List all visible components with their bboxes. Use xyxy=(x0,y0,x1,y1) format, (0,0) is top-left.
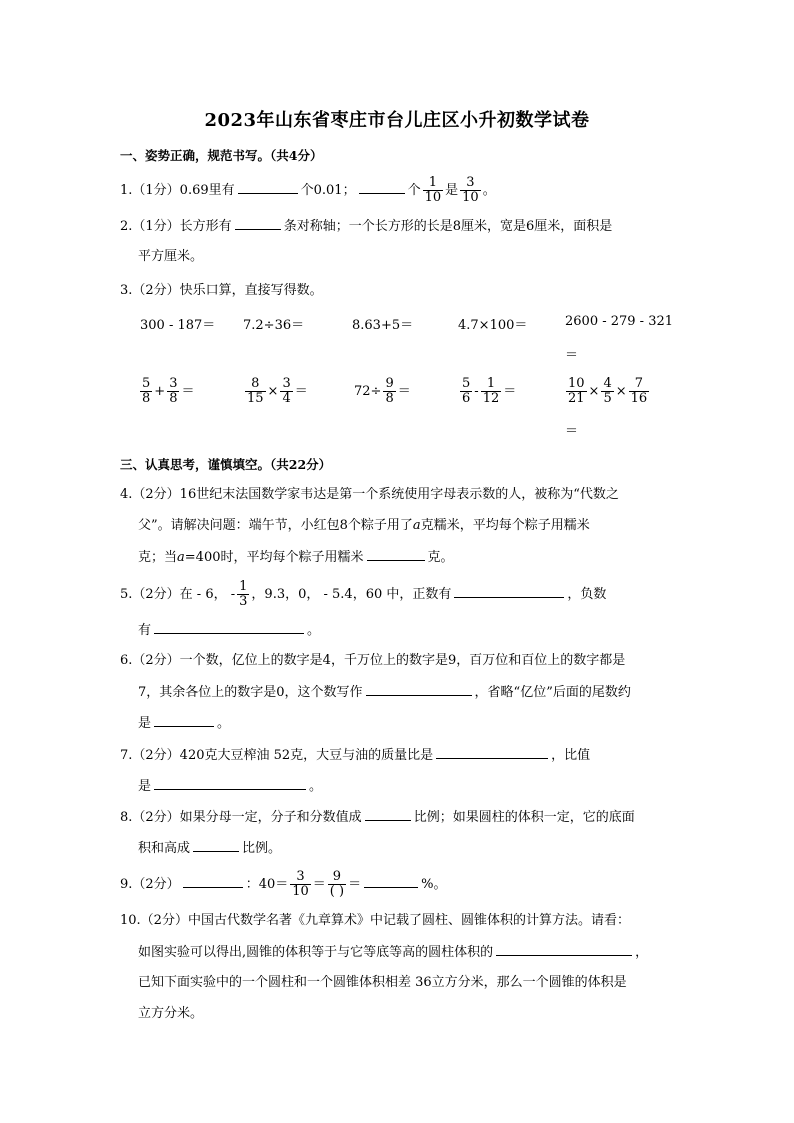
fraction: $\frac{3}{10}$ xyxy=(462,175,479,205)
answer-blank[interactable] xyxy=(154,776,306,790)
answer-blank[interactable] xyxy=(154,620,304,634)
calc-item: $\frac{10}{21}$ × $\frac{4}{5}$ × $\frac{7}{16}$ xyxy=(568,376,648,406)
question-8: 8.（2分）如果分母一定，分子和分数值成 比例；如果圆柱的体积一定，它的底面 xyxy=(120,807,635,828)
question-4-line3: 克；当a=400时，平均每个粽子用糯米 克。 xyxy=(138,547,454,568)
question-10-line3: 已知下面实验中的一个圆柱和一个圆锥体积相差 36立方分米，那么一个圆锥的体积是 xyxy=(138,975,627,990)
calc-item: 2600 - 279 - 321 xyxy=(565,314,674,329)
page-title: 2023年山东省枣庄市台儿庄区小升初数学试卷 xyxy=(204,110,590,131)
calc-item: 8.63+5＝ xyxy=(352,318,414,333)
question-6: 6.（2分）一个数，亿位上的数字是4，千万位上的数字是9，百万位和百位上的数字都是 xyxy=(120,653,626,668)
answer-blank[interactable] xyxy=(183,874,243,888)
q1-text: 是 xyxy=(445,183,459,198)
fraction: $\frac{1}{3}$ xyxy=(239,579,248,609)
answer-blank[interactable] xyxy=(154,713,214,727)
answer-blank[interactable] xyxy=(359,180,405,194)
calc-item: $\frac{5}{8}$ + $\frac{3}{8}$ ＝ xyxy=(142,376,195,406)
question-7: 7.（2分）420克大豆榨油 52克，大豆与油的质量比是 ，比值 xyxy=(120,745,590,766)
q2-text: 条对称轴；一个长方形的长是8厘米，宽是6厘米，面积是 xyxy=(283,219,613,234)
question-6-line2: 7，其余各位上的数字是0，这个数写作 ，省略“亿位”后面的尾数约 xyxy=(138,682,631,703)
answer-blank[interactable] xyxy=(367,547,425,561)
calc-item: 4.7×100＝ xyxy=(458,318,528,333)
question-8-line2: 积和高成 比例。 xyxy=(138,838,281,859)
answer-blank[interactable] xyxy=(193,838,239,852)
question-6-line3: 是 。 xyxy=(138,713,230,734)
answer-blank[interactable] xyxy=(238,180,298,194)
question-10-line4: 立方分米。 xyxy=(138,1006,204,1021)
calc-equals: ＝ xyxy=(565,424,579,439)
question-9: 9.（2分） ：40＝ $\frac{3}{10}$ ＝ $\frac{9}{( )}$ ＝ %。 xyxy=(120,869,447,899)
q1-text: 。 xyxy=(482,183,496,198)
calc-item: 7.2÷36＝ xyxy=(243,318,305,333)
question-1 xyxy=(120,176,496,205)
calc-item: $\frac{5}{6}$ - $\frac{1}{12}$ ＝ xyxy=(462,376,517,406)
q1-text: 1.（1分）0.69里有 xyxy=(120,183,235,198)
answer-blank[interactable] xyxy=(496,942,632,956)
answer-blank[interactable] xyxy=(365,807,411,821)
section-heading-1: 一、姿势正确，规范书写。（共4分） xyxy=(120,148,323,163)
calc-equals: ＝ xyxy=(565,348,579,363)
calc-item: 72÷ $\frac{9}{8}$ ＝ xyxy=(354,376,411,406)
question-10-line2: 如图实验可以得出,圆锥的体积等于与它等底等高的圆柱体积的 ， xyxy=(138,942,648,963)
section-heading-3: 三、认真思考，谨慎填空。（共22分） xyxy=(120,457,332,472)
question-5: 5.（2分）在 - 6， - $\frac{1}{3}$ ，9.3，0， - 5.4，60 中，正数有 ，负数 xyxy=(120,579,607,609)
fraction: $\frac{1}{10}$ xyxy=(424,175,442,205)
answer-blank[interactable] xyxy=(366,682,472,696)
question-5-line2: 有 。 xyxy=(138,620,320,641)
q2-text: 2.（1分）长方形有 xyxy=(120,219,232,234)
answer-blank[interactable] xyxy=(454,584,564,598)
answer-blank[interactable] xyxy=(235,216,281,230)
question-2-line2: 平方厘米。 xyxy=(138,249,204,264)
answer-blank[interactable] xyxy=(364,874,418,888)
calc-item: $\frac{8}{15}$ × $\frac{3}{4}$ ＝ xyxy=(247,376,308,406)
question-4: 4.（2分）16世纪末法国数学家韦达是第一个系统使用字母表示数的人，被称为“代数之 xyxy=(120,487,619,502)
question-3: 3.（2分）快乐口算，直接写得数。 xyxy=(120,283,323,298)
fraction: $\frac{3}{10}$ xyxy=(292,869,309,899)
answer-blank[interactable] xyxy=(436,745,548,759)
question-7-line2: 是 。 xyxy=(138,776,322,797)
calc-item: 300 - 187＝ xyxy=(140,318,216,333)
q1-text: 个 xyxy=(407,183,421,198)
question-2 xyxy=(120,216,612,237)
question-4-line2: 父”。请解决问题：端午节，小红包8个粽子用了a克糯米，平均每个粽子用糯米 xyxy=(138,518,590,533)
question-10: 10.（2分）中国古代数学名著《九章算术》中记载了圆柱、圆锥体积的计算方法。请看： xyxy=(120,913,630,928)
q1-text: 个0.01； xyxy=(300,183,356,198)
fraction: $\frac{9}{( )}$ xyxy=(329,869,345,899)
